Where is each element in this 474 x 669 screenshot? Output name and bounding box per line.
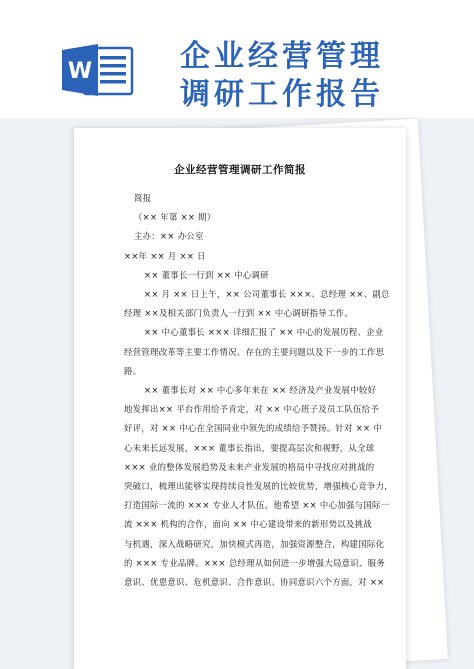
doc-line: ××× 业的整体发展趋势及未来产业发展的格局中寻找应对挑战的 bbox=[124, 461, 375, 472]
word-document-icon bbox=[60, 42, 134, 98]
banner-title bbox=[180, 38, 384, 114]
doc-line: 经理 ××及相关部门负责人一行到 ×× 中心调研指导工作。 bbox=[124, 308, 354, 319]
doc-line: 主办：×× 办公室 bbox=[134, 231, 204, 242]
banner-title-line1: 企业经营管理 bbox=[180, 39, 384, 74]
doc-line: 简报 bbox=[134, 193, 152, 203]
banner-header bbox=[0, 0, 474, 128]
doc-line: 与机遇，深入战略研究，加快模式再造，加强资源整合，构建国际化 bbox=[124, 538, 385, 549]
doc-line: ×× 董事长一行到 ×× 中心调研 bbox=[144, 269, 269, 280]
doc-line: 的 ××× 专业品牌。××× 总经理从如何进一步增强大局意识、服务 bbox=[124, 557, 385, 568]
doc-line: 好评，对 ×× 中心在全国同业中领先的成绩给予赞扬。针对 ×× 中 bbox=[124, 423, 382, 434]
doc-line: ×× 董事长对 ×× 中心多年来在 ×× 经济及产业发展中较好 bbox=[144, 385, 377, 396]
doc-line: 突破口，梳理出能够实现持续良性发展的比较优势，增强核心竞争力， bbox=[124, 481, 393, 492]
document-page bbox=[74, 128, 406, 669]
doc-line: 流 ××× 机构的合作，面向 ×× 中心建设带来的新形势以及挑战 bbox=[124, 519, 372, 530]
doc-line: ×× 月 ×× 日上午，×× 公司董事长 ×××、总经理 ××、副总 bbox=[144, 289, 390, 300]
doc-line: 意识、优患意识、危机意识、合作意识、协同意识六个方面，对 ×× bbox=[124, 577, 385, 588]
document-title: 企业经营管理调研工作简报 bbox=[174, 164, 306, 176]
logo-letter: W bbox=[67, 59, 93, 84]
doc-line: 打造国际一流的 ××× 专业人才队伍。他希望 ×× 中心加强与国际一 bbox=[124, 500, 390, 511]
doc-line: 经营管理改革等主要工作情况、存在的主要问题以及下一步的工作思 bbox=[124, 346, 385, 357]
doc-line: ×× 中心董事长 ××× 详细汇报了 ×× 中心的发展历程、企业 bbox=[144, 327, 384, 338]
doc-line: 心未来长远发展，××× 董事长指出，要提高层次和视野，从全球 bbox=[124, 442, 375, 453]
doc-line: ××年 ×× 月 ×× 日 bbox=[124, 250, 206, 261]
doc-line: 地发挥出×× 平台作用给予肯定，对 ×× 中心班子及员工队伍给予 bbox=[124, 404, 380, 415]
banner-title-line2: 调研工作报告 bbox=[180, 77, 384, 112]
doc-line: （×× 年第 ×× 期） bbox=[134, 212, 216, 223]
doc-line: 路。 bbox=[124, 365, 142, 376]
